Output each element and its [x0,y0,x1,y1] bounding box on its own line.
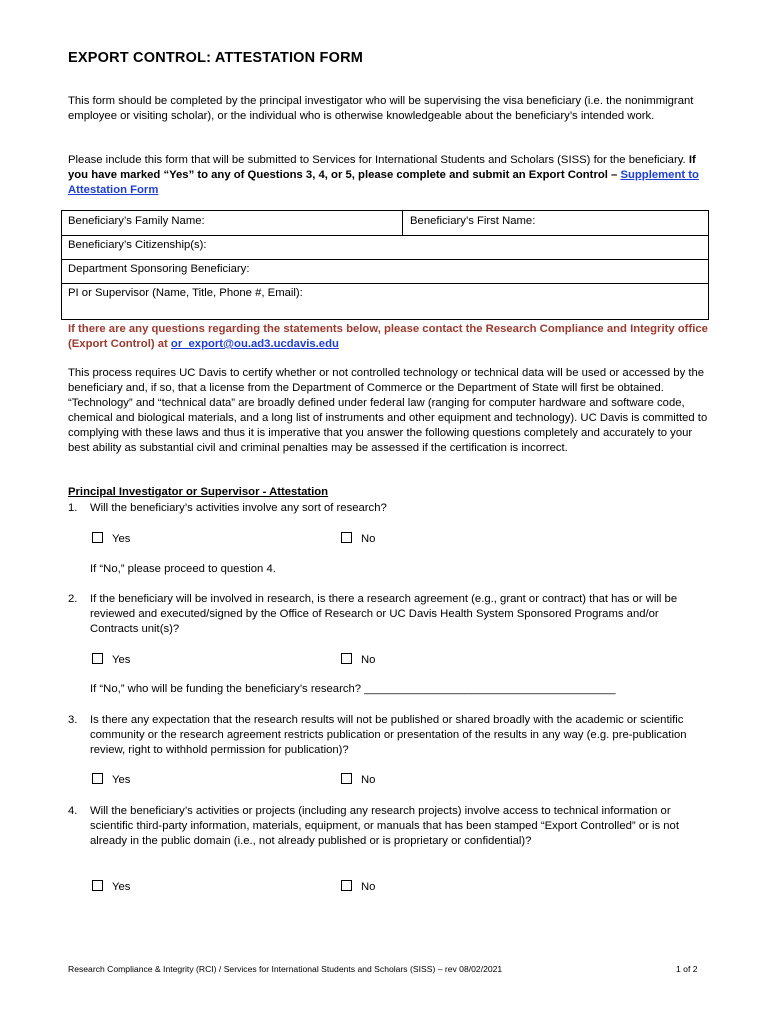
checkbox-icon[interactable] [341,532,352,543]
citizenship-field[interactable]: Beneficiary’s Citizenship(s): [68,239,207,251]
section-heading: Principal Investigator or Supervisor - Attestation [68,486,329,498]
table-row [62,259,708,284]
instructions-paragraph [68,153,708,198]
department-field[interactable]: Department Sponsoring Beneficiary: [68,263,250,275]
notice-text: If there are any questions regarding the statements below, please contact the Research Compliance and Integrity office (Export Control) at [68,323,708,350]
instructions-bold-text: If you have marked “Yes” to any of Questions 3, 4, or 5, please complete and submit an Export Control – [68,154,696,181]
pi-supervisor-field[interactable]: PI or Supervisor (Name, Title, Phone #, Email): [68,287,303,299]
checkbox-icon[interactable] [341,653,352,664]
question-number: 3. [68,714,78,726]
table-row [62,235,708,260]
contact-notice [68,322,708,352]
question-text: Is there any expectation that the research results will not be published or shared broadly with the academic or scientific community or the research agreement restricts publication or presentation of the results in any way (e.g. pre-publication review, right to withhold permission for publication)? [90,714,687,756]
question-text: If the beneficiary will be involved in research, is there a research agreement (e.g., grant or contract) that has or will be reviewed and executed/signed by the Office of Research or UC Davis Health System Sponsored Programs and/or Contracts unit(s)? [90,593,678,635]
checkbox-icon[interactable] [92,773,103,784]
option-label: Yes [112,533,131,545]
first-name-field[interactable]: Beneficiary’s First Name: [410,215,536,227]
checkbox-icon[interactable] [92,532,103,543]
q1-yes-option[interactable] [92,532,130,545]
question-text: Will the beneficiary’s activities or projects (including any research projects) involve access to technical information or scientific third-party information, materials, equipment, or manuals that has been stamped “Export Controlled” or is not already in the public domain (i.e., not already published or is proprietary or confidential)? [90,805,679,847]
checkbox-icon[interactable] [341,880,352,891]
instructions-text: Please include this form that will be submitted to Services for International Students and Scholars (SISS) for the beneficiary. [68,154,689,166]
process-paragraph: This process requires UC Davis to certify whether or not controlled technology or technical data will be used or accessed by the beneficiary and, if so, that a license from the Department of Commerce or the Department of State will first be obtained. “Technology” and “technical data” are broadly defined under federal law (ranging for computer hardware and software code, chemical and biological materials, and a long list of instruments and other equipment and technology). UC Davis is committed to complying with these laws and thus it is imperative that you answer the following questions completely and accurately to your best ability as substantial civil and criminal penalties may be assessed if the certification is incorrect. [68,367,708,454]
table-row [62,283,708,320]
q3-yes-option[interactable] [92,773,130,786]
supplement-form-link[interactable]: Supplement to Attestation Form [68,169,699,196]
question-number: 1. [68,502,78,514]
intro-paragraph: This form should be completed by the principal investigator who will be supervising the visa beneficiary (i.e. the nonimmigrant employee or visiting scholar), or the individual who is otherwise knowledgeable about the beneficiary’s intended work. [68,95,694,122]
page-title: EXPORT CONTROL: ATTESTATION FORM [68,50,364,66]
page-number: 1 of 2 [676,964,698,974]
option-label: Yes [112,654,131,666]
q2-no-option[interactable] [341,653,375,666]
page-footer: Research Compliance & Integrity (RCI) / Services for International Students and Scholars (SISS) – rev 08/02/2021 [68,964,503,974]
export-email-link[interactable]: or_export@ou.ad3.ucdavis.edu [170,338,339,350]
table-row [62,211,708,236]
checkbox-icon[interactable] [341,773,352,784]
q2-funding-field[interactable]: If “No,” who will be funding the beneficiary’s research? ________________________________________ [90,683,616,695]
option-label: No [361,654,376,666]
q1-no-option[interactable] [341,532,375,545]
checkbox-icon[interactable] [92,880,103,891]
divider [402,211,403,235]
q2-yes-option[interactable] [92,653,130,666]
option-label: Yes [112,881,131,893]
question-text: Will the beneficiary’s activities involve any sort of research? [90,502,387,514]
question-number: 4. [68,805,78,817]
q4-yes-option[interactable] [92,880,130,893]
option-label: No [361,774,376,786]
checkbox-icon[interactable] [92,653,103,664]
q3-no-option[interactable] [341,773,375,786]
option-label: No [361,533,376,545]
q1-note: If “No,” please proceed to question 4. [90,563,276,575]
beneficiary-info-table [61,210,709,320]
option-label: Yes [112,774,131,786]
family-name-field[interactable]: Beneficiary’s Family Name: [68,215,205,227]
q4-no-option[interactable] [341,880,375,893]
question-number: 2. [68,593,78,605]
option-label: No [361,881,376,893]
